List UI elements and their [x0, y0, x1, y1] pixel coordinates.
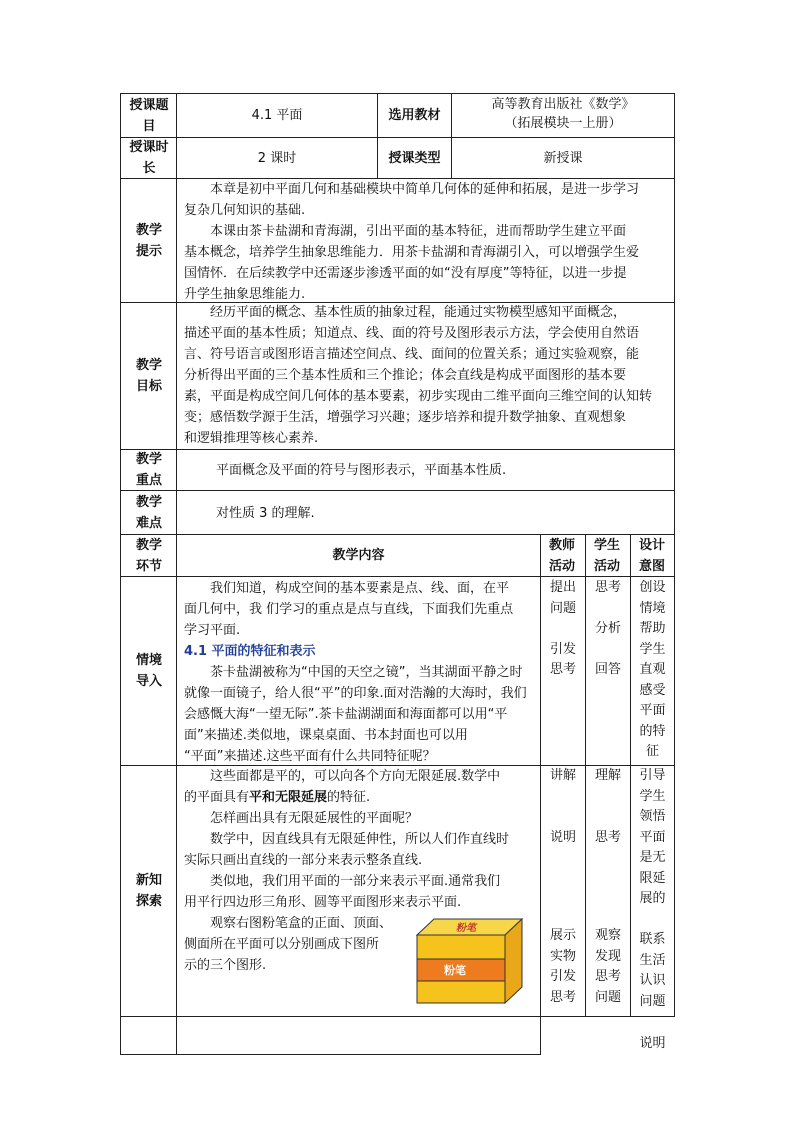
grid-line: [120, 1016, 674, 1017]
intro-line: 就像一面镜子，给人很“平”的印象.面对浩瀚的大海时，我们: [184, 686, 527, 701]
grid-line: [120, 449, 674, 450]
explore-line: 这些面都是平的，可以向各个方向无限延展.数学中: [210, 769, 501, 784]
goal-label-text: 教学目标: [135, 358, 162, 394]
grid-line: [120, 1054, 540, 1055]
intro-line: 我们知道，构成空间的基本要素是点、线、面，在平: [210, 581, 510, 596]
hint-line: 基本概念，培养学生抽象思维能力．用茶卡盐湖和青海湖引入，可以增强学生爱: [184, 245, 640, 260]
topic-value: [177, 94, 377, 137]
intro-line: “平面”来描述.这些平面有什么共同特征呢？: [184, 749, 436, 764]
col-teacher-text: 教师活动: [548, 537, 575, 574]
type-value-text: 新授课: [543, 150, 583, 166]
textbook-label-text: 选用教材: [388, 108, 441, 123]
explore-line: 数学中，因直线具有无限延伸性，所以人们作直线时: [210, 832, 510, 847]
explore-design-line: 引导: [639, 768, 666, 783]
explore-student-line: 发现: [594, 948, 621, 964]
last-design-text: 说明: [639, 1036, 666, 1051]
hint-line: 本章是初中平面几何和基础模块中简单几何体的延伸和拓展，是进一步学习: [210, 182, 640, 197]
goal-line: 和逻辑推理等核心素养.: [184, 431, 319, 446]
goal-line: 素，平面是构成空间几何体的基本要素，初步实现由二维平面向三维空间的认知转: [184, 389, 653, 404]
difficult-label: [130, 491, 168, 534]
explore-student-line: 理解: [594, 768, 621, 783]
spacer: [586, 787, 630, 828]
col-stage: [130, 535, 168, 576]
col-content: [177, 535, 540, 576]
intro-label-text: 情境导入: [135, 653, 162, 689]
explore-student-line: 思考: [594, 829, 621, 845]
explore-teacher-line: 展示: [549, 928, 576, 943]
goal-label: [130, 303, 168, 449]
spacer: [586, 640, 630, 661]
type-value: [452, 138, 674, 178]
intro-content: [184, 578, 527, 767]
difficult-label-text: 教学难点: [135, 494, 162, 531]
spacer: [541, 787, 585, 828]
spacer: [541, 619, 585, 640]
intro-teacher-line: 提出: [549, 580, 576, 595]
explore-student-line: 思考: [594, 969, 621, 984]
explore-label: [130, 766, 168, 1016]
topic-label: [128, 94, 170, 137]
col-student: [591, 535, 623, 576]
explore-label-text: 新知探索: [135, 873, 162, 909]
explore-line: 类似地，我们用平面的一部分来表示平面.通常我们: [210, 874, 501, 889]
last-design: [631, 1034, 674, 1055]
goal-line: 描述平面的基本性质；知道点、线、面的符号及图形表示方法，学会使用自然语: [184, 326, 640, 341]
difficult-text: 对性质 3 的理解.: [216, 506, 315, 521]
hint-label: [130, 179, 168, 302]
intro-design-line: 学生: [639, 641, 666, 657]
intro-teacher-line: 问题: [549, 600, 576, 616]
explore-design-line: 领悟: [639, 809, 666, 824]
explore-text: 的平面具有: [184, 790, 250, 805]
intro-design-line: 的特: [639, 723, 666, 739]
explore-design-line: 问题: [639, 993, 666, 1009]
intro-student-line: 思考: [594, 580, 621, 595]
intro-line: 面几何中，我 们学习的重点是点与直线，下面我们先重点: [184, 602, 514, 617]
textbook-value: [452, 95, 674, 137]
textbook-value-line: 高等教育出版社《数学》: [491, 97, 635, 112]
intro-student: [586, 578, 630, 681]
key-text: 平面概念及平面的符号与图形表示，平面基本性质.: [216, 463, 507, 478]
explore-design-line: 联系: [639, 932, 666, 947]
chalk-box-top-label: 粉笔: [456, 923, 476, 934]
grid-line: [120, 490, 674, 491]
hint-line: 国情怀．在后续教学中还需逐步渗透平面的如“没有厚度”等特征，以进一步提: [184, 266, 627, 281]
goal-paragraph: [184, 302, 652, 449]
intro-design-line: 情境: [639, 600, 666, 616]
hint-line: 复杂几何知识的基础.: [184, 203, 306, 218]
intro-line: 学习平面.: [184, 623, 241, 638]
goal-line: 言、符号语言或图形语言描述空间点、线、面间的位置关系；通过实验观察，能: [184, 347, 640, 362]
textbook-label: [378, 94, 451, 137]
explore-student-line: 观察: [594, 928, 621, 943]
intro-design-line: 征: [645, 744, 659, 759]
explore-teacher-line: 实物: [549, 948, 576, 964]
duration-label-text: 授课时长: [129, 140, 169, 176]
explore-teacher: [541, 766, 585, 848]
hint-label-text: 教学提示: [135, 222, 162, 259]
hint-line: 升学生抽象思维能力.: [184, 287, 306, 302]
goal-line: 经历平面的概念、基本性质的抽象过程，能通过实物模型感知平面概念，: [210, 305, 627, 320]
hint-paragraph: [184, 179, 639, 305]
key-label: [130, 450, 168, 490]
intro-design-line: 感受: [639, 682, 666, 698]
explore-teacher-line: 讲解: [549, 768, 576, 783]
topic-label-text: 授课题目: [129, 97, 169, 134]
explore-teacher-line: 思考: [549, 989, 576, 1005]
key-label-text: 教学重点: [135, 452, 162, 488]
explore-line: 示的三个图形.: [184, 958, 267, 973]
explore-design-line: 是无: [639, 850, 666, 865]
intro-design-line: 创设: [639, 580, 666, 595]
textbook-value-line: （拓展模块一上册）: [504, 116, 622, 131]
col-design: [636, 535, 668, 576]
chalk-box-front-upper: [417, 935, 505, 959]
section-title: 4.1 平面的特征和表示: [184, 644, 316, 659]
duration-value: [177, 138, 377, 178]
explore-line: 实际只画出直线的一部分来表示整条直线.: [184, 853, 423, 868]
explore-line: 用平行四边形三角形、圆等平面图形来表示平面.: [184, 895, 462, 910]
goal-line: 变；感悟数学源于生活，增强学习兴趣；逐步培养和提升数学抽象、直观想象: [184, 410, 627, 425]
explore-student: [586, 766, 630, 848]
explore-design-line: 展的: [639, 891, 666, 906]
intro-design-line: 平面: [639, 703, 666, 718]
chalk-box-front-lower: [417, 981, 505, 1003]
explore-bold-text: 平和无限延展: [249, 790, 328, 805]
explore-student-line: 问题: [594, 989, 621, 1005]
intro-line: 面”来描述.类似地，课桌桌面、书本封面也可以用: [184, 728, 468, 743]
col-stage-text: 教学环节: [135, 537, 162, 574]
explore-line: 观察右图粉笔盒的正面、顶面、: [210, 916, 393, 931]
intro-design-line: 帮助: [639, 621, 666, 636]
col-teacher: [546, 535, 578, 576]
col-design-text: 设计意图: [638, 537, 665, 574]
topic-value-text: 4.1 平面: [251, 108, 303, 123]
col-student-text: 学生活动: [593, 537, 620, 574]
intro-student-line: 分析: [594, 621, 621, 636]
explore-teacher-b: [541, 926, 585, 1008]
duration-value-text: 2 课时: [257, 150, 297, 166]
intro-label: [130, 577, 168, 765]
explore-text: 的特征.: [327, 790, 371, 805]
explore-design: [631, 766, 674, 1012]
grid-line: [674, 93, 675, 1017]
intro-teacher-line: 思考: [549, 662, 576, 677]
explore-line: 怎样画出具有无限延展性的平面呢？: [210, 811, 419, 826]
intro-teacher: [541, 578, 585, 681]
explore-line: [184, 787, 509, 808]
explore-design-line: 限延: [639, 870, 666, 886]
explore-teacher-line: 说明: [549, 829, 576, 845]
explore-design-line: 平面: [639, 829, 666, 845]
type-label-text: 授课类型: [388, 150, 441, 166]
explore-line: 侧面所在平面可以分别画成下图所: [184, 937, 380, 952]
spacer: [586, 599, 630, 620]
chalk-box-illustration: [412, 913, 524, 1005]
grid-line: [120, 93, 121, 1055]
explore-design-line: 学生: [639, 788, 666, 804]
intro-line: 会感慨大海“一望无际”.茶卡盐湖湖面和海面都可以用“平: [184, 707, 508, 722]
explore-teacher-line: 引发: [549, 969, 576, 984]
duration-label: [128, 138, 170, 178]
goal-line: 分析得出平面的三个基本性质和三个推论；体会直线是构成平面图形的基本要: [184, 368, 627, 383]
explore-student-b: [586, 926, 630, 1008]
explore-design-line: 生活: [639, 952, 666, 968]
intro-teacher-line: 引发: [549, 641, 576, 657]
intro-design: [631, 578, 674, 763]
intro-design-line: 直观: [639, 662, 666, 677]
intro-student-line: 回答: [594, 662, 621, 677]
chalk-box-front-label: 粉笔: [444, 964, 466, 977]
spacer: [631, 910, 674, 931]
type-label: [378, 138, 451, 178]
intro-line: 茶卡盐湖被称为“中国的天空之镜”，当其湖面平静之时: [210, 665, 523, 680]
hint-line: 本课由茶卡盐湖和青海湖，引出平面的基本特征，进而帮助学生建立平面: [210, 224, 627, 239]
explore-design-line: 认识: [639, 973, 666, 988]
col-content-text: 教学内容: [332, 548, 385, 563]
